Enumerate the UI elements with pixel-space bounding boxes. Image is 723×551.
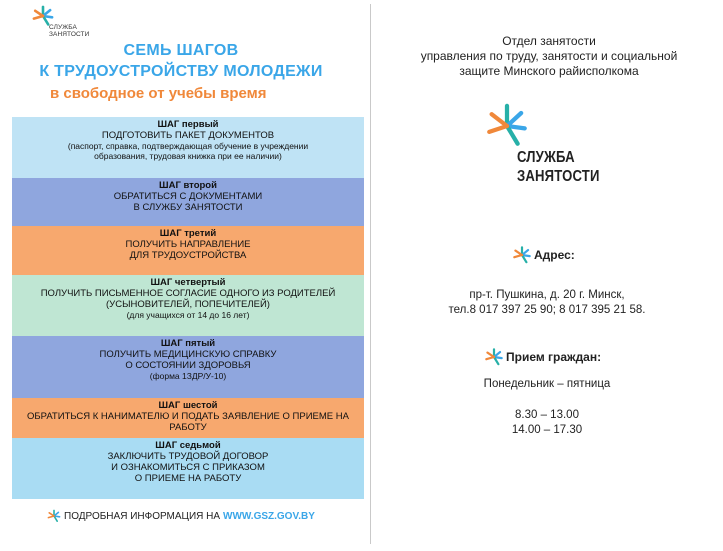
service-logo-icon <box>483 346 505 368</box>
footer-info <box>46 508 315 524</box>
footer-text: ПОДРОБНАЯ ИНФОРМАЦИЯ НА <box>64 510 221 522</box>
title-line-1: СЕМЬ ШАГОВ <box>123 42 239 59</box>
logo-text-line1: СЛУЖБА <box>49 24 77 31</box>
step-heading: ШАГ первый <box>157 119 219 130</box>
service-logo-icon <box>483 100 531 152</box>
step-text: ПОДГОТОВИТЬ ПАКЕТ ДОКУМЕНТОВ <box>101 130 275 141</box>
logo-text <box>49 24 89 38</box>
step-7 <box>12 438 364 499</box>
reception-hours-2: 14.00 – 17.30 <box>511 424 583 436</box>
step-heading: ШАГ шестой <box>158 400 218 411</box>
step-3 <box>12 226 364 275</box>
step-text: ДЛЯ ТРУДОУСТРОЙСТВА <box>129 250 247 261</box>
reception-heading-text: Прием граждан: <box>506 350 602 364</box>
address-line-1: пр-т. Пушкина, д. 20 г. Минск, <box>469 289 625 301</box>
step-text: РАБОТУ <box>169 422 207 433</box>
step-text: О СОСТОЯНИИ ЗДОРОВЬЯ <box>125 360 251 371</box>
footer-site-link[interactable]: WWW.GSZ.GOV.BY <box>223 510 315 522</box>
service-logo-icon <box>511 244 533 266</box>
service-logo-large <box>483 100 623 200</box>
reception-heading <box>483 346 601 368</box>
step-text: ПОЛУЧИТЬ ПИСЬМЕННОЕ СОГЛАСИЕ ОДНОГО ИЗ РОДИТЕЛЕЙ <box>40 288 336 299</box>
step-6 <box>12 398 364 438</box>
step-text: В СЛУЖБУ ЗАНЯТОСТИ <box>133 202 243 213</box>
logo-text-large <box>517 148 600 186</box>
step-4 <box>12 275 364 336</box>
step-note: (паспорт, справка, подтверждающая обучение в учреждении <box>67 141 309 151</box>
right-panel <box>371 0 723 551</box>
logo-text-line1: СЛУЖБА <box>517 149 575 166</box>
org-line3: защите Минского райисполкома <box>459 64 639 78</box>
step-1 <box>12 117 364 178</box>
service-logo <box>30 3 110 43</box>
step-heading: ШАГ пятый <box>160 338 216 349</box>
step-heading: ШАГ второй <box>159 180 217 191</box>
step-text: ОБРАТИТЬСЯ К НАНИМАТЕЛЮ И ПОДАТЬ ЗАЯВЛЕНИЕ О ПРИЕМЕ НА <box>27 411 349 422</box>
org-line2: управления по труду, занятости и социальной <box>420 49 678 63</box>
logo-text-line2: ЗАНЯТОСТИ <box>49 31 90 38</box>
step-note: (для учащихся от 14 до 16 лет) <box>126 310 250 320</box>
organization-name <box>399 34 699 79</box>
step-text: О ПРИЕМЕ НА РАБОТУ <box>134 473 242 484</box>
step-text: ЗАКЛЮЧИТЬ ТРУДОВОЙ ДОГОВОР <box>107 451 269 462</box>
service-logo-icon <box>46 508 62 524</box>
address-phones: тел.8 017 397 25 90; 8 017 395 21 58. <box>448 304 646 316</box>
reception-days: Понедельник – пятница <box>483 378 611 390</box>
step-note: (форма 1ЗДР/У-10) <box>149 371 227 381</box>
step-heading: ШАГ третий <box>159 228 217 239</box>
step-5 <box>12 336 364 398</box>
step-text: ПОЛУЧИТЬ МЕДИЦИНСКУЮ СПРАВКУ <box>99 349 277 360</box>
step-note: образования, трудовая книжка при ее наличии) <box>94 151 282 161</box>
logo-text-line2: ЗАНЯТОСТИ <box>517 168 600 185</box>
title-line-2: К ТРУДОУСТРОЙСТВУ МОЛОДЕЖИ <box>39 63 323 80</box>
title-line-3: в свободное от учебы время <box>50 85 267 102</box>
address-heading-text: Адрес: <box>534 248 575 262</box>
step-text: ОБРАТИТЬСЯ С ДОКУМЕНТАМИ <box>113 191 263 202</box>
step-text: (УСЫНОВИТЕЛЕЙ, ПОПЕЧИТЕЛЕЙ) <box>106 299 270 310</box>
step-text: ПОЛУЧИТЬ НАПРАВЛЕНИЕ <box>125 239 251 250</box>
step-text: И ОЗНАКОМИТЬСЯ С ПРИКАЗОМ <box>111 462 265 473</box>
org-line1: Отдел занятости <box>502 34 596 48</box>
reception-hours-1: 8.30 – 13.00 <box>515 409 579 421</box>
step-heading: ШАГ четвертый <box>150 277 226 288</box>
step-heading: ШАГ седьмой <box>155 440 221 451</box>
step-2 <box>12 178 364 226</box>
address-heading <box>511 244 575 266</box>
